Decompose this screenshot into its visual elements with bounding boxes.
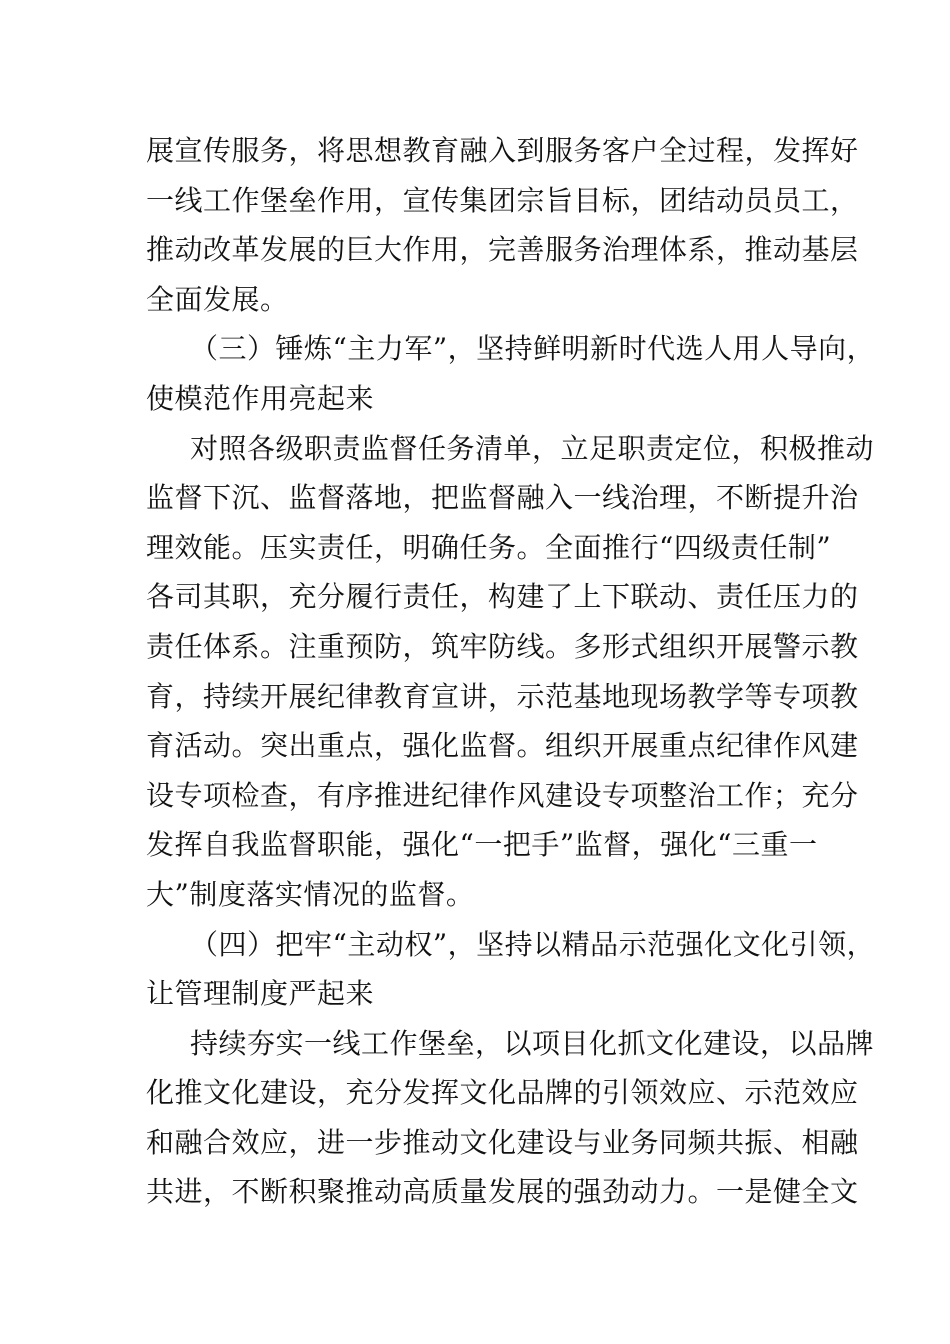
text-line: 化推文化建设，充分发挥文化品牌的引领效应、示范效应 xyxy=(146,1076,859,1110)
text-line: 展宣传服务，将思想教育融入到服务客户全过程，发挥好 xyxy=(146,134,859,167)
paragraph-continued xyxy=(146,126,859,324)
text-line: 各司其职，充分履行责任，构建了上下联动、责任压力的 xyxy=(146,580,859,614)
paragraph-culture xyxy=(146,1019,875,1217)
text-line: 大”制度落实情况的监督。 xyxy=(146,877,475,911)
text-line: 责任体系。注重预防，筑牢防线。多形式组织开展警示教 xyxy=(146,629,859,663)
text-line: 共进，不断积聚推动高质量发展的强劲动力。一是健全文 xyxy=(146,1175,859,1209)
document-page xyxy=(146,126,876,1217)
heading-line: 让管理制度严起来 xyxy=(146,977,375,1011)
text-line: 监督下沉、监督落地，把监督融入一线治理，不断提升治 xyxy=(146,481,859,515)
text-line: 全面发展。 xyxy=(146,282,289,316)
heading-line: 使模范作用亮起来 xyxy=(146,381,375,415)
text-line: 推动改革发展的巨大作用，完善服务治理体系，推动基层 xyxy=(146,233,859,267)
text-line: 持续夯实一线工作堡垒，以项目化抓文化建设，以品牌 xyxy=(190,1026,875,1060)
heading-line: （四）把牢“主动权”，坚持以精品示范强化文化引领， xyxy=(190,927,876,961)
text-line: 育活动。突出重点，强化监督。组织开展重点纪律作风建 xyxy=(146,729,859,763)
section-heading-four xyxy=(146,920,876,1019)
text-line: 理效能。压实责任，明确任务。全面推行“四级责任制” xyxy=(146,530,832,564)
text-line: 育，持续开展纪律教育宣讲，示范基地现场教学等专项教 xyxy=(146,679,859,713)
text-line: 一线工作堡垒作用，宣传集团宗旨目标，团结动员员工， xyxy=(146,183,859,217)
paragraph-supervision xyxy=(146,424,875,920)
text-line: 和融合效应，进一步推动文化建设与业务同频共振、相融 xyxy=(146,1125,859,1159)
section-heading-three xyxy=(146,324,876,423)
text-line: 发挥自我监督职能，强化“一把手”监督，强化“三重一 xyxy=(146,828,818,862)
text-line: 对照各级职责监督任务清单，立足职责定位，积极推动 xyxy=(190,431,875,465)
text-line: 设专项检查，有序推进纪律作风建设专项整治工作；充分 xyxy=(146,778,859,812)
heading-line: （三）锤炼“主力军”，坚持鲜明新时代选人用人导向， xyxy=(190,332,876,366)
